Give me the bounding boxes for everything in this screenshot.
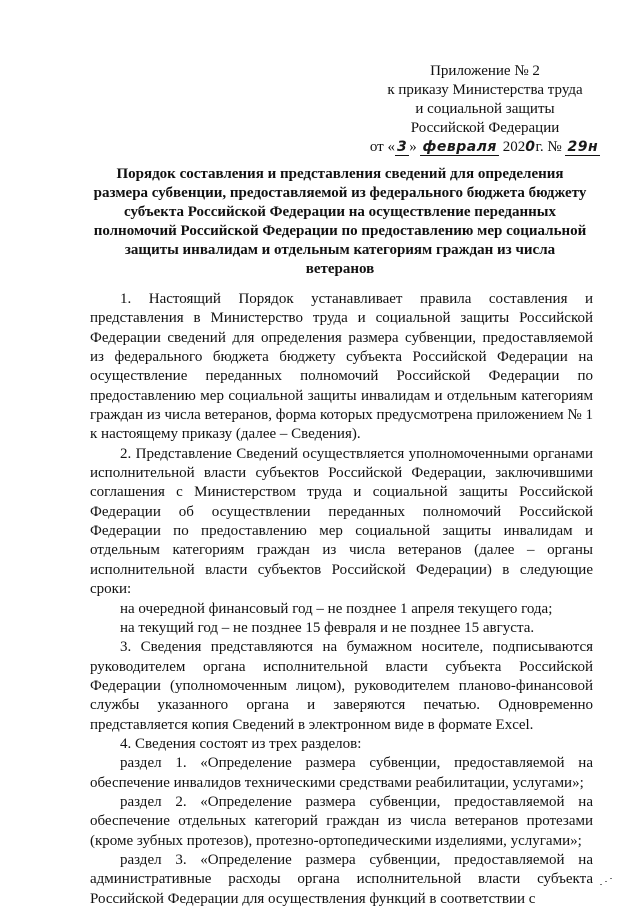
document-title: Порядок составления и представления сведений для определения размера субвенции, предоставляемой из федерального бюджета бюджету субъекта Российской Федерации на осуществление переданных полномочий Российской Федерации по предоставлению мер социальной защиты инвалидам и отдельным категориям граждан из числа ветеранов (93, 166, 587, 277)
paragraph-2: 2. Представление Сведений осуществляется уполномоченными органами исполнительной власти субъектов Российской Федерации, заключившими соглашения с Министерством труда и социальной защиты Российской Федерации об осуществлении переданных полномочий Российской Федерации по предоставлению мер социальной защиты инвалидам и отдельным категориям граждан из числа ветеранов (далее – органы исполнительной власти субъектов Российской Федерации) в следующие сроки: (90, 445, 593, 598)
handwritten-order-number: 29н (567, 139, 599, 155)
paragraph-4: 4. Сведения состоят из трех разделов: (120, 735, 362, 752)
section-3-item: раздел 3. «Определение размера субвенции, предоставляемой на административные расходы органа исполнительной власти субъекта Российской Федерации для осуществления функций в соответствии с (90, 851, 593, 907)
handwritten-day: 3 (396, 139, 408, 155)
handwritten-month: февраля (422, 139, 497, 155)
date-mid: » (409, 139, 421, 155)
scan-speck (600, 878, 614, 886)
appendix-number: Приложение № 2 (430, 63, 540, 79)
appendix-country-line: Российской Федерации (410, 120, 560, 136)
deadline-current-year: на текущий год – не позднее 15 февраля и не позднее 15 августа. (120, 619, 535, 636)
paragraph-3: 3. Сведения представляются на бумажном носителе, подписываются руководителем органа исполнительной власти субъекта Российской Федерации (уполномоченным лицом), руководителем планово-финансовой службы указанного органа и заверяются печатью. Одновременно представляется копия Сведений в электронном виде в формате Excel. (90, 639, 593, 733)
order-date-line (360, 138, 610, 157)
section-1-item: раздел 1. «Определение размера субвенции, предоставляемой на обеспечение инвалидов техническими средствами реабилитации, услугами»; (90, 755, 593, 791)
appendix-order-ref: к приказу Министерства труда (387, 82, 583, 98)
date-year-suffix: г. № (535, 139, 566, 155)
date-prefix: от « (369, 139, 395, 155)
appendix-header (360, 62, 610, 157)
paragraph-1: 1. Настоящий Порядок устанавливает правила составления и представления в Министерство труда и социальной защиты Российской Федерации сведений для определения размера субвенции, предоставляемой из федерального бюджета бюджету субъекта Российской Федерации на осуществление переданных полномочий Российской Федерации по предоставлению мер социальной защиты инвалидам и отдельным категориям граждан из числа ветеранов, форма которых предусмотрена приложением № 1 к настоящему приказу (далее – Сведения). (90, 291, 593, 443)
date-year-prefix: 202 (498, 139, 526, 155)
appendix-ministry-line: и социальной защиты (415, 101, 555, 117)
handwritten-year-digit: 0 (525, 139, 536, 155)
deadline-next-year: на очередной финансовый год – не позднее 1 апреля текущего года; (120, 600, 553, 617)
section-2-item: раздел 2. «Определение размера субвенции, предоставляемой на обеспечение отдельных категорий граждан из числа ветеранов протезами (кроме зубных протезов), протезно-ортопедическими изделиями, услугами»; (90, 793, 593, 849)
document-body (90, 290, 593, 909)
